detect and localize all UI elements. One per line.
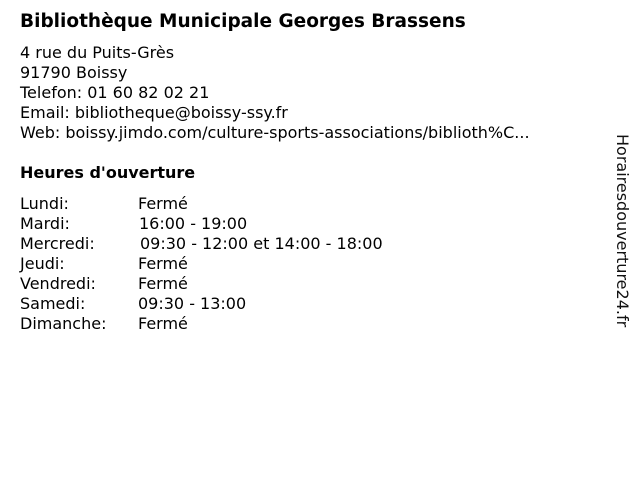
web-line: Web: boissy.jimdo.com/culture-sports-associations/biblioth%C... [20, 123, 530, 142]
phone-line: Telefon: 01 60 82 02 21 [20, 83, 210, 102]
hours-value: Fermé [138, 194, 188, 213]
hours-value: Fermé [138, 254, 188, 273]
day-label: Vendredi: [20, 274, 96, 293]
day-label: Samedi: [20, 294, 86, 313]
day-label: Lundi: [20, 194, 69, 213]
city-postcode: 91790 Boissy [20, 63, 128, 82]
site-watermark: Horairesdouverture24.fr [613, 134, 632, 328]
email-line: Email: bibliotheque@boissy-ssy.fr [20, 103, 288, 122]
address-block [20, 43, 530, 143]
page-title: Bibliothèque Municipale Georges Brassens [20, 11, 466, 32]
hours-value: 09:30 - 13:00 [138, 294, 247, 313]
hours-value: 16:00 - 19:00 [139, 214, 248, 233]
hours-value: Fermé [138, 314, 188, 333]
day-label: Dimanche: [20, 314, 107, 333]
day-label: Jeudi: [20, 254, 65, 273]
day-label: Mercredi: [20, 234, 95, 253]
hours-heading: Heures d'ouverture [20, 163, 196, 182]
hours-value: 09:30 - 12:00 et 14:00 - 18:00 [140, 234, 383, 253]
hours-value: Fermé [138, 274, 188, 293]
street-address: 4 rue du Puits-Grès [20, 43, 175, 62]
day-label: Mardi: [20, 214, 70, 233]
